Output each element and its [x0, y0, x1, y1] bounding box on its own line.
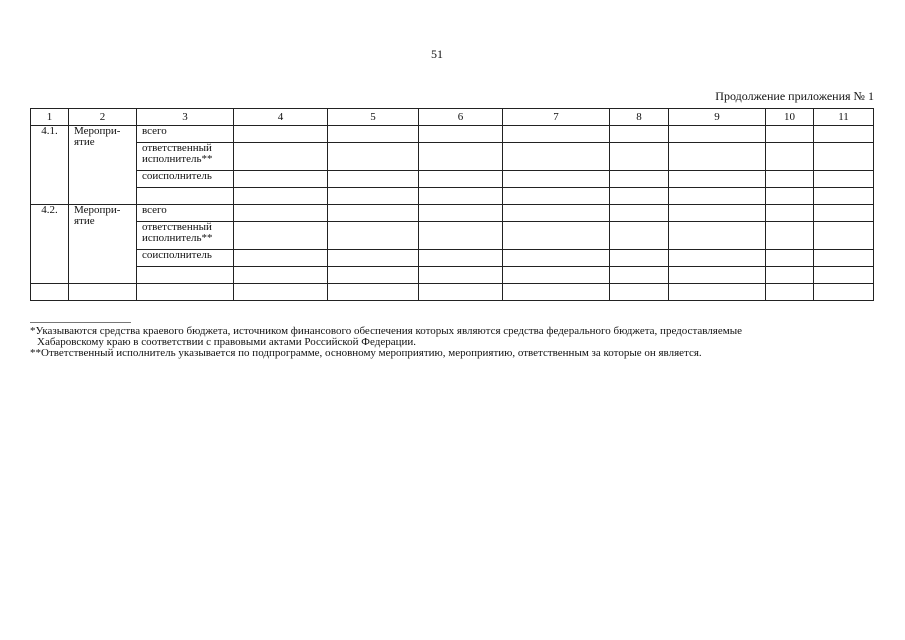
table-row	[31, 188, 874, 205]
table-row	[31, 222, 874, 250]
table-row	[31, 143, 874, 171]
header-cell: 1	[31, 109, 69, 126]
budget-table	[30, 108, 874, 301]
header-row	[31, 109, 874, 126]
sub-row-label: ответственный исполнитель**	[137, 143, 234, 171]
sub-row-label	[137, 267, 234, 284]
page-number: 51	[431, 47, 443, 61]
sub-row-label: соисполнитель	[137, 250, 234, 267]
header-cell: 5	[328, 109, 419, 126]
continuation-title: Продолжение приложения № 1	[715, 89, 874, 103]
item-name: Меропри- ятие	[69, 205, 137, 284]
table-row	[31, 267, 874, 284]
sub-row-label: всего	[137, 205, 234, 222]
header-cell: 9	[669, 109, 766, 126]
header-cell: 8	[610, 109, 669, 126]
table-row	[31, 171, 874, 188]
sub-row-label: соисполнитель	[137, 171, 234, 188]
footnote-2: **Ответственный исполнитель указывается по подпрограмме, основному мероприятию, мероприятию, ответственным за которые он является.	[30, 347, 702, 359]
footnotes	[30, 326, 875, 359]
header-cell: 2	[69, 109, 137, 126]
item-number: 4.2.	[31, 205, 69, 284]
item-name: Меропри- ятие	[69, 126, 137, 205]
table-row	[31, 205, 874, 222]
header-cell: 10	[766, 109, 814, 126]
sub-row-label: всего	[137, 126, 234, 143]
table-row	[31, 284, 874, 301]
footnote-1: *Указываются средства краевого бюджета, источником финансового обеспечения которых являются средства федерального бюджета, предоставляемые Хабаровскому краю в соответствии с правовыми актами Российской Федерации.	[30, 325, 742, 348]
sub-row-label: ответственный исполнитель**	[137, 222, 234, 250]
table-row	[31, 126, 874, 143]
header-cell: 7	[503, 109, 610, 126]
header-cell: 3	[137, 109, 234, 126]
header-cell: 6	[419, 109, 503, 126]
header-cell: 4	[234, 109, 328, 126]
item-number: 4.1.	[31, 126, 69, 205]
header-cell: 11	[814, 109, 874, 126]
footnote-separator	[30, 322, 131, 323]
sub-row-label	[137, 188, 234, 205]
table-row	[31, 250, 874, 267]
